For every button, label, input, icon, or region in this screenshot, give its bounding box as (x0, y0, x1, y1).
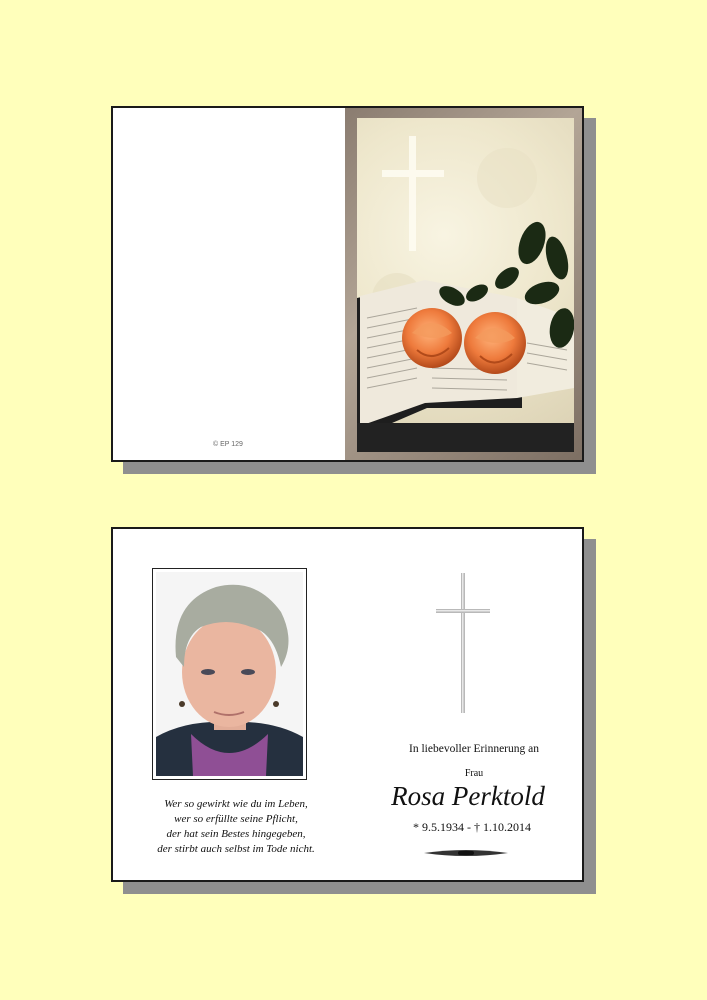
card-front (111, 106, 584, 462)
rose-flower-right (464, 312, 526, 374)
poem-line: der hat sein Bestes hingegeben, (166, 828, 306, 840)
life-dates: * 9.5.1934 - † 1.10.2014 (413, 820, 531, 834)
honorific-title: Frau (464, 768, 484, 779)
memorial-intro: In liebevoller Erinnerung an (409, 743, 539, 755)
rose-flower-left (402, 308, 462, 368)
faint-cross-icon (382, 136, 444, 251)
poem-line: Wer so gewirkt wie du im Leben, (164, 798, 308, 810)
open-book-image (357, 280, 574, 452)
poem-line: wer so erfüllte seine Pflicht, (174, 813, 298, 825)
deceased-name: Rosa Perktold (391, 781, 545, 811)
roses-book-image (357, 118, 574, 452)
card-front-picture (345, 108, 582, 460)
ornament-divider-icon (424, 849, 508, 857)
poem-line: der stirbt auch selbst im Tode nicht. (157, 843, 315, 855)
portrait-photo (156, 572, 303, 776)
photo-frame (152, 568, 307, 780)
cross-icon (433, 573, 493, 713)
card-back (111, 527, 584, 882)
memorial-poem (123, 797, 349, 857)
portrait-illustration (156, 572, 303, 776)
copyright-text: © EP 129 (213, 441, 243, 448)
roses-on-book-illustration (357, 118, 574, 452)
